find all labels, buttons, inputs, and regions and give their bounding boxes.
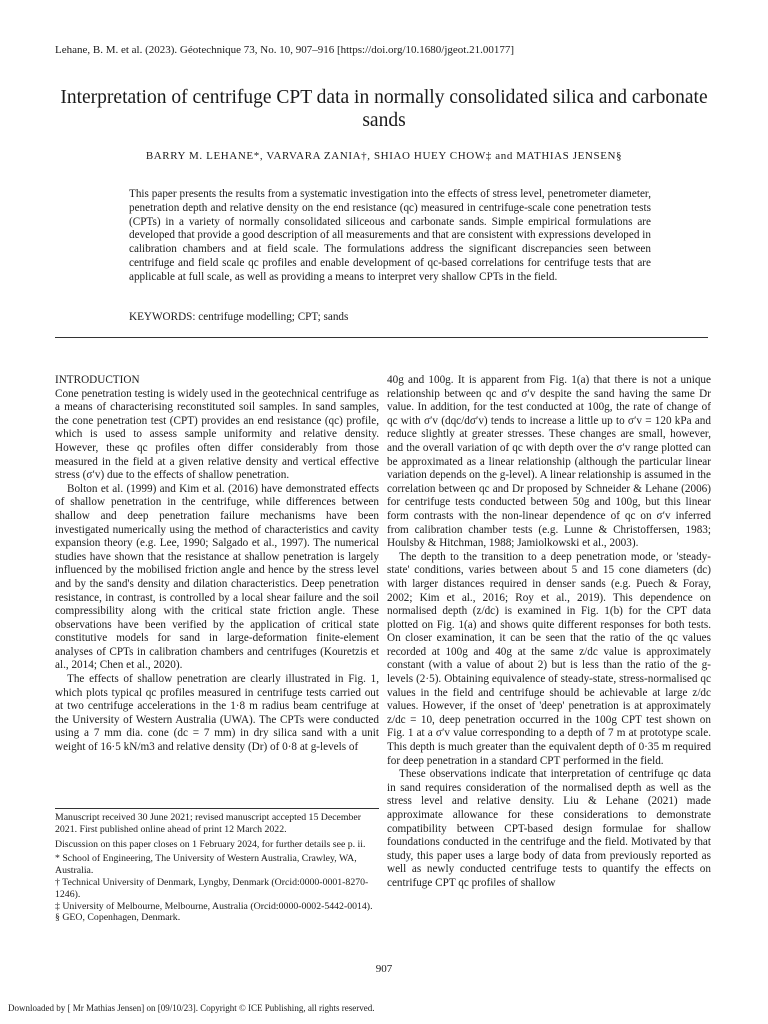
footnotes xyxy=(55,812,379,924)
footnote-affiliation: * School of Engineering, The University of Western Australia, Crawley, WA, Australia. xyxy=(55,853,357,877)
footnote-divider xyxy=(55,808,379,809)
keywords: KEYWORDS: centrifuge modelling; CPT; sands xyxy=(129,311,349,323)
body-paragraph: 40g and 100g. It is apparent from Fig. 1(a) that there is not a unique relationship between qc and σ′v despite the sand having the same Dr value. In addition, for the test conducted at 100g, the rate of change of qc with σ′v (dqc/dσ′v) tends to increase a little up to σ′v = 120 kPa and reduce slightly at greater stresses. These changes are small, however, and the overall variation of qc with depth over the σ′v range plotted can be approximated as a linear relationship (although the particular linear variation depends on the g-level). A linear relationship is assumed in the correlation between qc and Dr proposed by Schneider & Lehane (2006) for centrifuge tests conducted between 50g and 100g, but this linear form contrasts with the non-linear dependence of qc on σ′v inferred from calibration chamber tests (e.g. Lunne & Christoffersen, 1983; Houlsby & Hitchman, 1988; Jamiolkowski et al., 2003). xyxy=(387,374,711,550)
citation-line: Lehane, B. M. et al. (2023). Géotechnique 73, No. 10, 907–916 [https://doi.org/10.1680/jgeot.21.00177] xyxy=(55,44,514,56)
body-paragraph: The depth to the transition to a deep penetration mode, or 'steady-state' conditions, varies between about 5 and 15 cone diameters (dc) with larger distances required in denser sands (e.g. Puech & Foray, 2002; Kim et al., 2016; Roy et al., 2019). This dependence on normalised depth (z/dc) is examined in Fig. 1(b) for the CPT data plotted on Fig. 1(a) and shows quite different responses for both tests. On closer examination, it can be seen that the ratio of the qc values recorded at 100g and 40g at the same z/dc value is approximately constant (with a value of about 2) but is less than the ratio of the g-levels (2·5). Obtaining equivalence of steady-state, stress-normalised qc values in the field and centrifuge should be achievable at large z/dc values. However, if the onset of 'deep' penetration is at approximately z/dc = 10, deep penetration occurred in the 100g CPT test shown on Fig. 1 at a σ′v value corresponding to a depth of 7 m at prototype scale. This depth is much greater than the equivalent depth of 0·35 m required for deep penetration in a standard CPT performed in the field. xyxy=(387,550,711,767)
footnote-manuscript: Manuscript received 30 June 2021; revised manuscript accepted 15 December 2021. First published online ahead of print 12 March 2022. xyxy=(55,812,362,835)
body-paragraph: These observations indicate that interpretation of centrifuge qc data in sand requires consideration of the normalised depth as well as the stress level and relative density. Liu & Lehane (2021) made approximate allowance for these considerations to demonstrate compatibility between CPT-based design formulae for shallow foundations conducted in the centrifuge and the field. Motivated by that study, this paper uses a large body of data from previously reported as well as newly conducted centrifuge tests to quantify the effects on centrifuge CPT qc profiles of shallow xyxy=(387,768,711,889)
abstract: This paper presents the results from a systematic investigation into the effects of stress level, penetrometer diameter, penetration depth and relative density on the end resistance (qc) measured in centrifuge-scale cone penetration tests (CPTs) in a variety of normally consolidated siliceous and carbonate sands. Simple empirical formulations are developed that provide a good description of all measurements and that are consistent with expressions developed in calibration chambers and at field scale. The formulations address the significant discrepancies seen between centrifuge and field scale qc profiles and enable development of qc-based correlations for centrifuge tests that are applicable at full scale, as well as providing a means to interpret very shallow CPTs in the field. xyxy=(129,188,651,283)
footnote-discussion: Discussion on this paper closes on 1 February 2024, for further details see p. ii. xyxy=(55,838,366,850)
left-column xyxy=(55,374,379,755)
footnote-affiliation: § GEO, Copenhagen, Denmark. xyxy=(55,912,181,924)
body-paragraph: The effects of shallow penetration are clearly illustrated in Fig. 1, which plots typical qc profiles measured in centrifuge tests carried out at two centrifuge accelerations in the 1·8 m radius beam centrifuge at the University of Western Australia (UWA). The CPTs were conducted using a 7 mm dia. cone (dc = 7 mm) in dry silica sand with a unit weight of 16·5 kN/m3 and relative density (Dr) of 0·8 at g-levels of xyxy=(55,673,379,754)
body-paragraph: Bolton et al. (1999) and Kim et al. (2016) have demonstrated effects of shallow penetration in the centrifuge, while differences between shallow and deep penetration failure mechanisms have been investigated numerically using the method of characteristics and cavity expansion theory (e.g. Lee, 1990; Salgado et al., 1997). The numerical studies have shown that the resistance at shallow penetration is largely influenced by the mobilised friction angle and hence by the stress level and by the sand's density and dilation characteristics. Deep penetration resistance, in contrast, is controlled by a local shear failure and the soil compressibility along with the critical state friction angle. These observations have been verified by the application of critical state constitutive models for sand in large-deformation finite-element analyses of CPTs in calibration chambers and centrifuges (Kouretzis et al., 2014; Chen et al., 2020). xyxy=(55,482,379,672)
header-divider xyxy=(55,337,708,338)
download-notice: Downloaded by [ Mr Mathias Jensen] on [09/10/23]. Copyright © ICE Publishing, all rights reserved. xyxy=(8,1003,375,1013)
body-paragraph: Cone penetration testing is widely used in the geotechnical centrifuge as a means of characterising reconstituted soil samples. In sand samples, the cone penetration test (CPT) provides an end resistance (qc) profile, which is used to assess sample uniformity and relative density. However, these qc profiles often differ considerably from those measured in the field at a given relative density and vertical effective stress (σ′v) due to the effects of shallow penetration. xyxy=(55,387,379,482)
author-list: BARRY M. LEHANE*, VARVARA ZANIA†, SHIAO HUEY CHOW‡ and MATHIAS JENSEN§ xyxy=(145,150,623,162)
footnote-affiliation: † Technical University of Denmark, Lyngby, Denmark (Orcid:0000-0001-8270-1246). xyxy=(55,876,369,900)
page-number: 907 xyxy=(375,963,393,975)
section-heading-introduction: INTRODUCTION xyxy=(55,374,140,386)
paper-title: Interpretation of centrifuge CPT data in normally consolidated silica and carbonate sands xyxy=(60,87,708,131)
right-column xyxy=(387,374,711,891)
footnote-affiliation: ‡ University of Melbourne, Melbourne, Australia (Orcid:0000-0002-5442-0014). xyxy=(55,900,373,912)
